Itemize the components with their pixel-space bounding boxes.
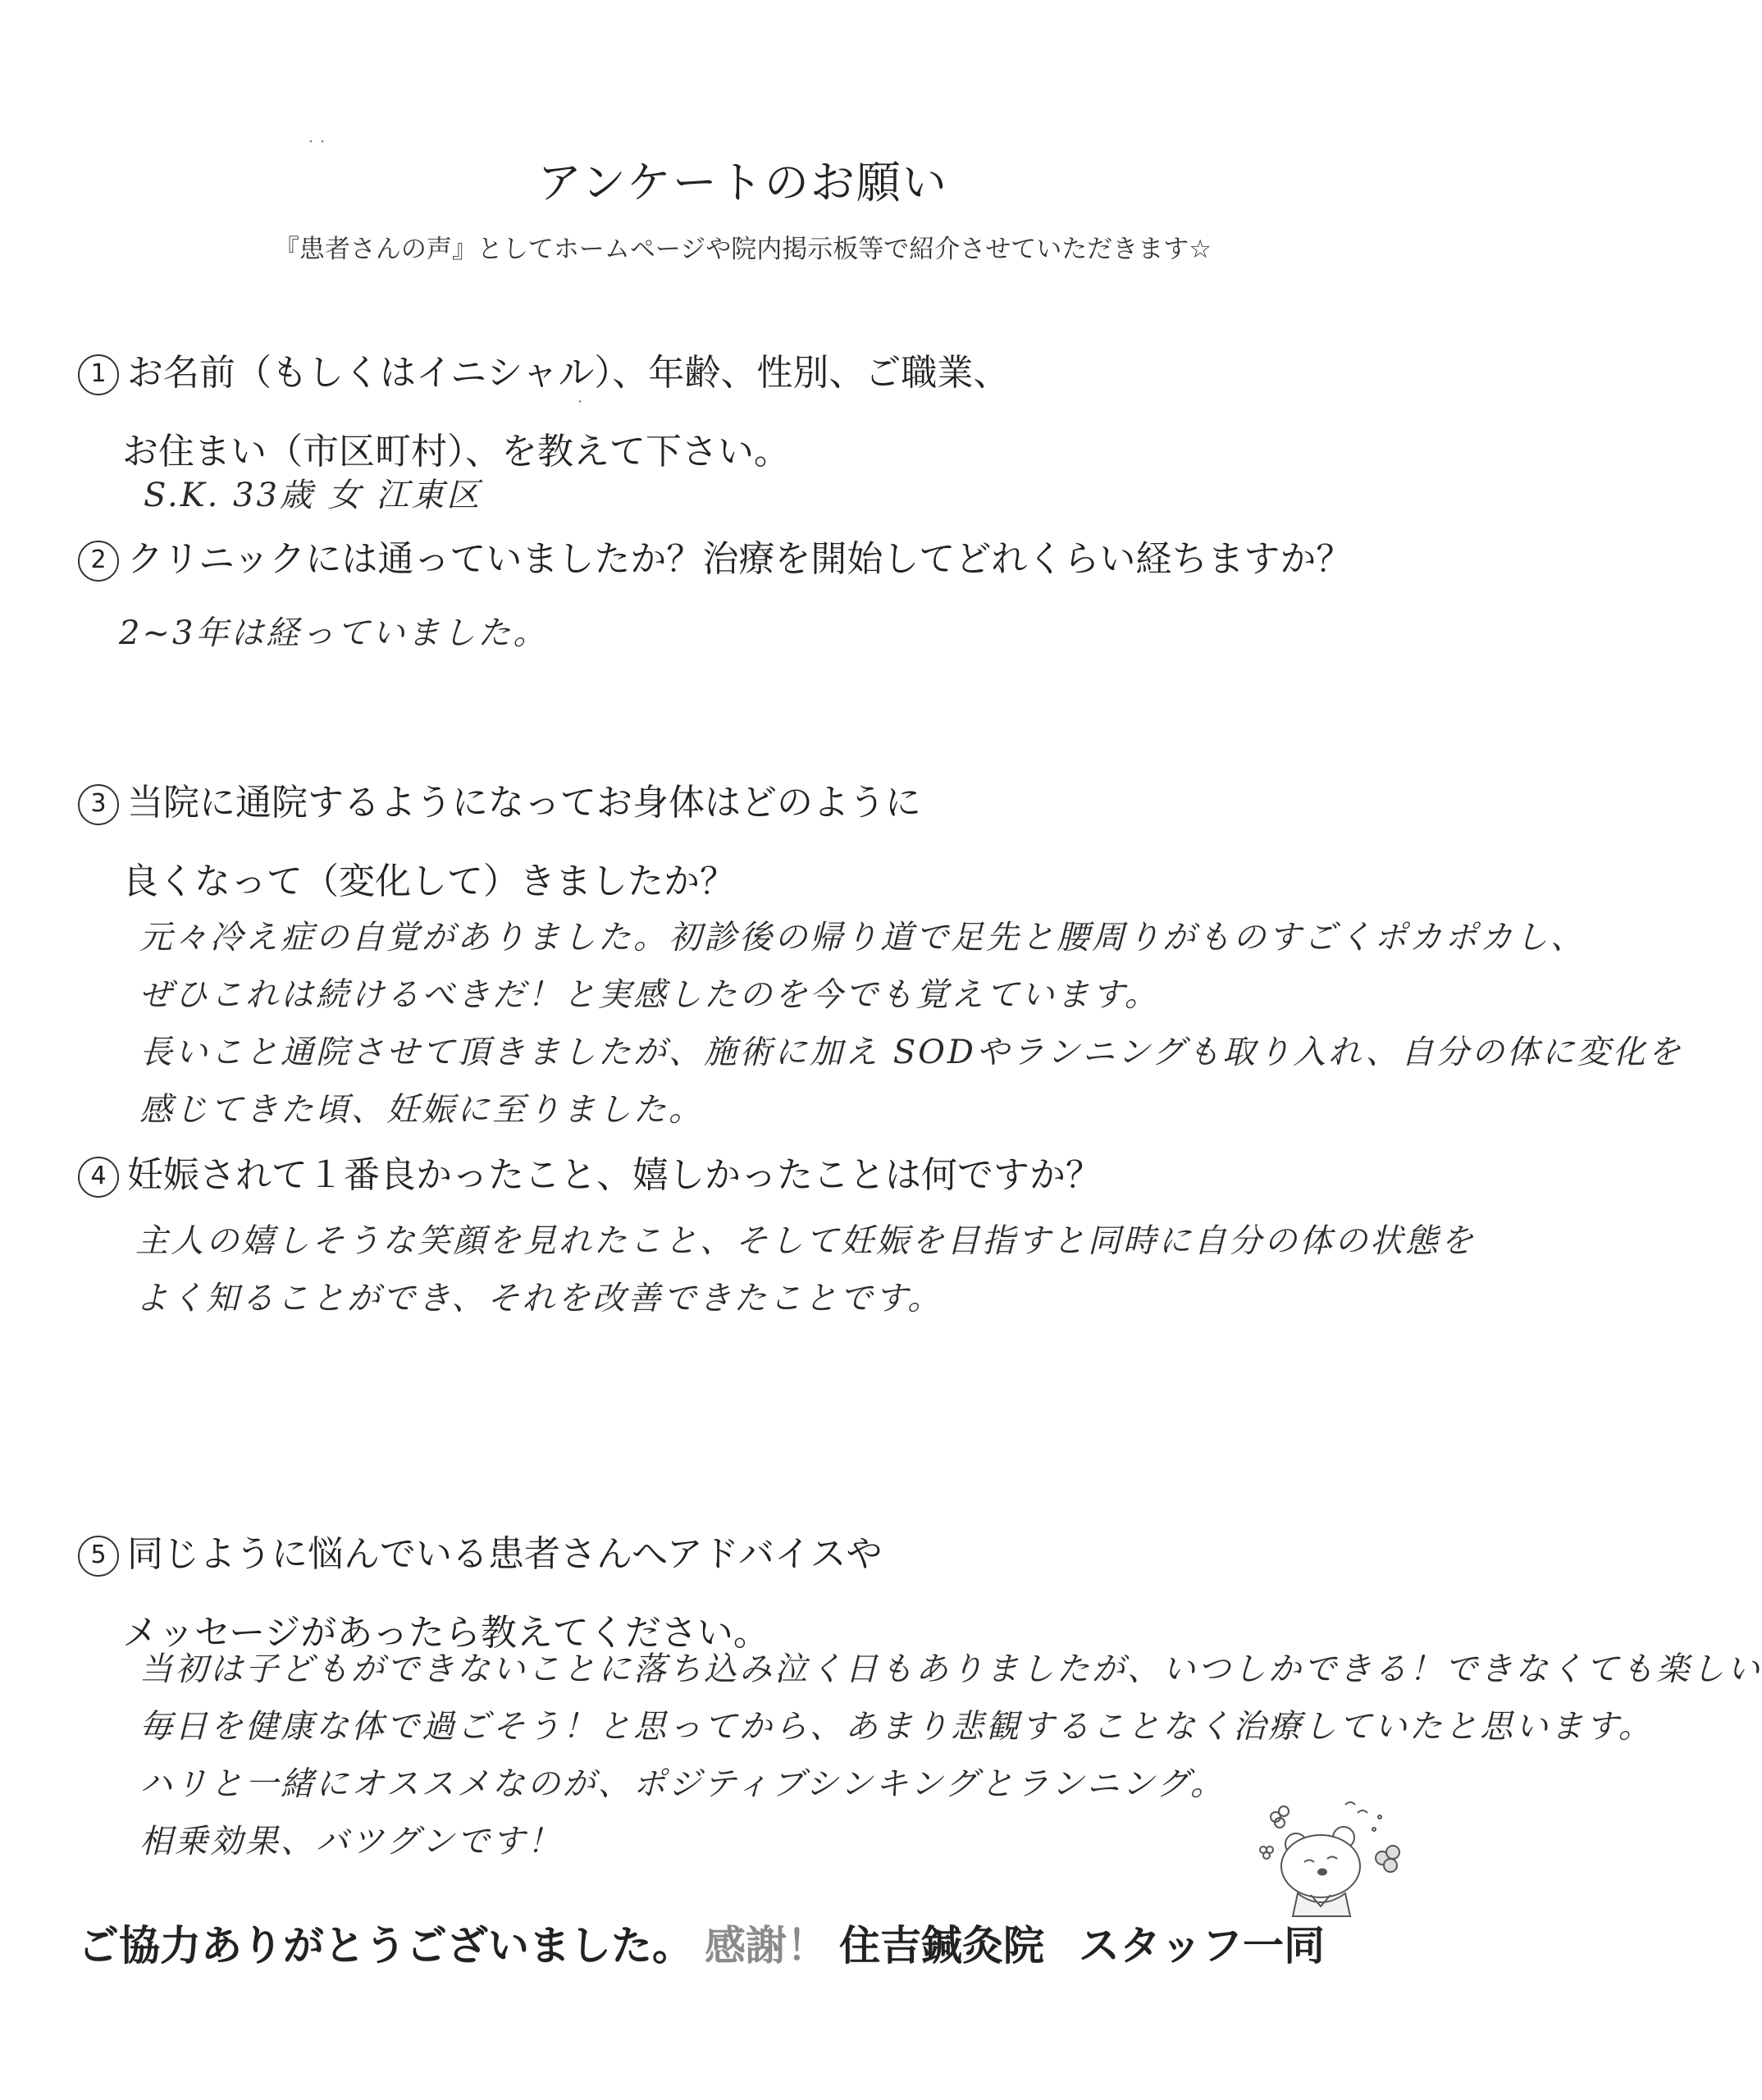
scan-speck: ・・ <box>305 136 328 149</box>
question-1 <box>78 343 1009 474</box>
question-5 <box>78 1524 882 1655</box>
bear-mascot-icon <box>1247 1780 1427 1920</box>
answer-line: 感じてきた頃、妊娠に至りました。 <box>139 1091 704 1129</box>
question-number: 5 <box>78 1536 119 1577</box>
answer-line: 長いこと通院させて頂きましたが、施術に加え SODやランニングも取り入れ、自分の体に変化を <box>139 1034 1683 1071</box>
answer-line: ぜひこれは続けるべきだ！と実感したのを今でも覚えています。 <box>139 976 1160 1014</box>
question-text: クリニックには通っていましたか？治療を開始してどれくらい経ちますか？ <box>127 538 1353 580</box>
answer-2 <box>119 607 548 654</box>
question-text-line2: メッセージがあったら教えてください。 <box>122 1612 769 1654</box>
question-text: 当院に通院するようになってお身体はどのように <box>127 782 921 824</box>
clinic-name: 住吉鍼灸院 <box>839 1922 1044 1970</box>
answer-line: S.K. 33歳 女 江東区 <box>144 477 482 514</box>
answer-line: 毎日を健康な体で過ごそう！と思ってから、あまり悲観することなく治療していたと思います。 <box>139 1708 1654 1746</box>
question-2 <box>78 529 1352 582</box>
question-number: 3 <box>78 784 119 825</box>
page-subtitle: 『患者さんの声』としてホームページや院内掲示板等で紹介させていただきます☆ <box>273 235 1212 264</box>
question-3 <box>78 773 921 904</box>
question-number: 4 <box>78 1157 119 1198</box>
footer-message: ご協力ありがとうございました。 <box>78 1922 693 1970</box>
footer-thanks: 感謝！ <box>705 1922 828 1970</box>
question-text: 妊娠されて１番良かったこと、嬉しかったことは何ですか？ <box>127 1154 1102 1196</box>
question-text-line2: お住まい（市区町村）、を教えて下さい。 <box>122 431 790 472</box>
footer-staff: スタッフ一同 <box>1079 1922 1325 1970</box>
question-text-line2: 良くなって（変化して）きましたか？ <box>122 861 736 902</box>
question-number: 1 <box>78 354 119 395</box>
answer-line: 2~3年は経っていました。 <box>119 614 549 652</box>
question-text: お名前（もしくはイニシャル）、年齢、性別、ご職業、 <box>127 352 1010 394</box>
answer-line: 相乗効果、バツグンです！ <box>139 1823 563 1860</box>
answer-line: 主人の嬉しそうな笑顔を見れたこと、そして妊娠を目指すと同時に自分の体の状態を <box>135 1222 1476 1260</box>
answer-line: 当初は子どもができないことに落ち込み泣く日もありましたが、いつしかできる！できなくても楽しい <box>139 1650 1762 1688</box>
answer-3 <box>139 909 1683 1139</box>
answer-line: よく知ることができ、それを改善できたことです。 <box>135 1280 943 1317</box>
page-title: アンケートのお願い <box>537 157 948 208</box>
answer-line: 元々冷え症の自覚がありました。初診後の帰り道で足先と腰周りがものすごくポカポカし、 <box>139 919 1586 956</box>
scan-speck: ・ <box>574 396 586 409</box>
question-number: 2 <box>78 541 119 582</box>
question-4 <box>78 1145 1102 1198</box>
answer-1 <box>144 469 482 516</box>
footer <box>78 1913 1325 1972</box>
answer-5 <box>139 1641 1762 1870</box>
answer-line: ハリと一緒にオススメなのが、ポジティブシンキングとランニング。 <box>139 1765 1226 1803</box>
answer-4 <box>135 1212 1476 1327</box>
question-text: 同じように悩んでいる患者さんへアドバイスや <box>127 1533 883 1575</box>
